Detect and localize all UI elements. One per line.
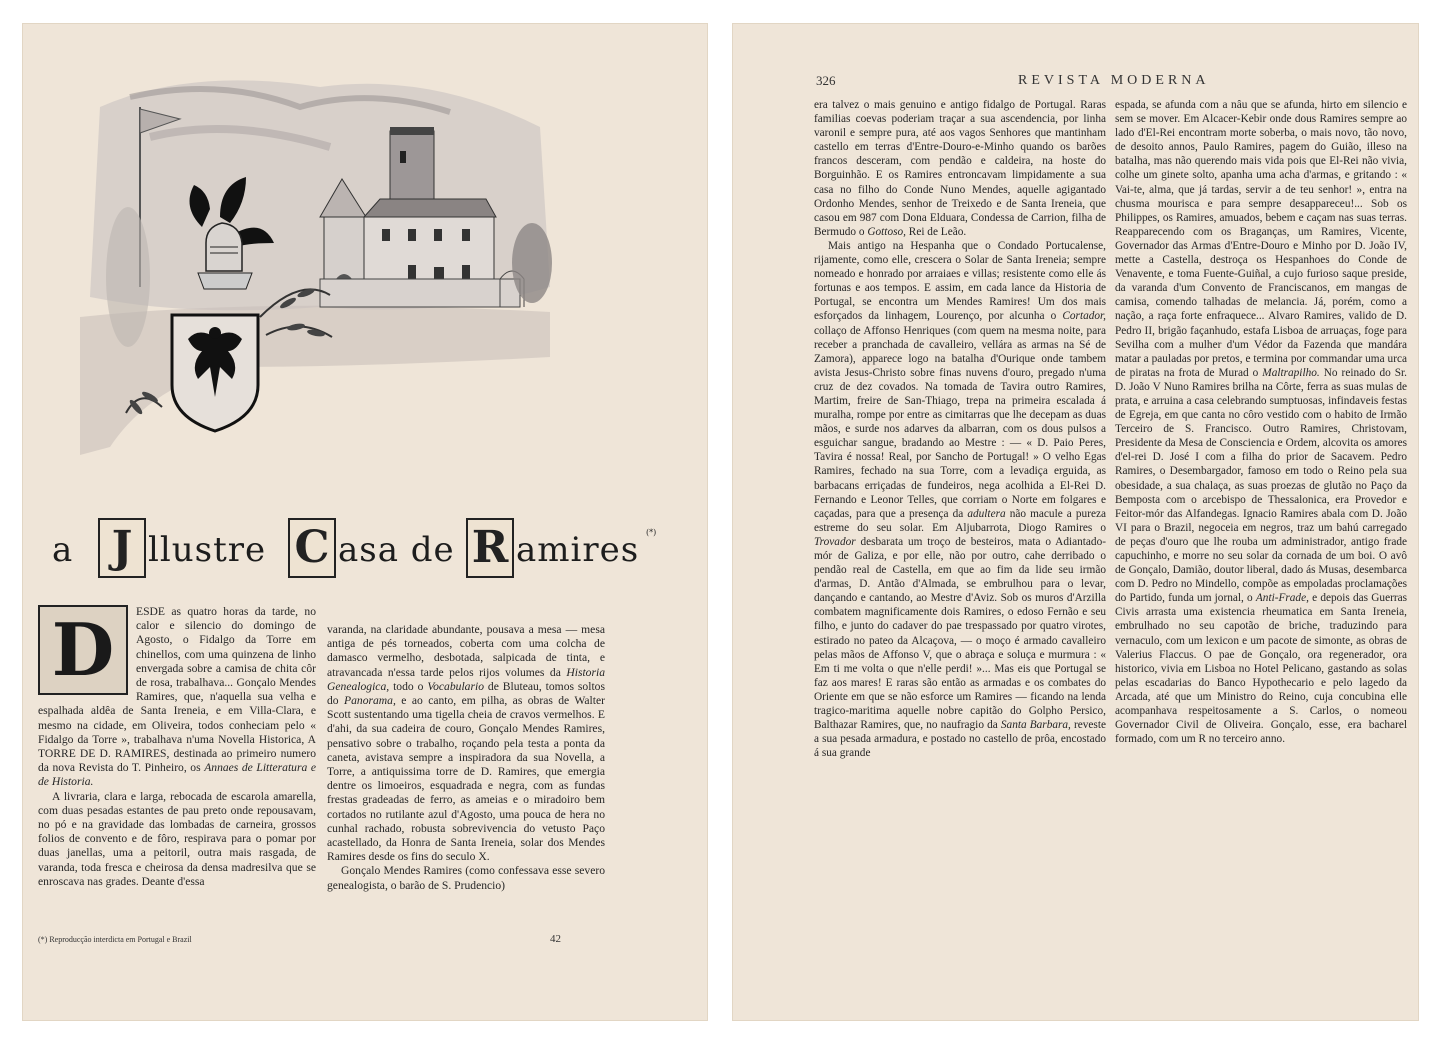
paragraph: ESDE as quatro horas da tarde, no calor e silencio do domingo de Agosto, o Fidalgo da Torre em chinellos, com uma quinzena de linho envergada sobre a camisa de chita côr de rosa, trabalhava... Gonçalo Mendes Ramires, que, n'aquella sua velha e espalhada aldêa de Santa Ireneia, e em Villa-Clara, e mesmo na cidade, em Oliveira, todos conheciam pelo « Fidalgo da Torre », trabalhava n'uma Novella Historica, A TORRE DE D. RAMIRES, destinada ao primeiro numero da nova Revista do T. Pinheiro, os Annaes de Litteratura e de Historia. — [38, 605, 316, 789]
left-column-1 — [38, 605, 316, 889]
title-word-1: llustre — [148, 530, 267, 570]
title-cap-1: J — [98, 518, 146, 578]
drop-cap: D — [38, 605, 128, 695]
footnote: (*) Reproducção interdicta em Portugal e Brazil — [38, 935, 192, 944]
title-word-3: amires — [516, 530, 640, 570]
title-article: a — [52, 530, 74, 570]
page-number: 326 — [816, 73, 836, 88]
article-title — [52, 508, 672, 588]
right-page — [732, 23, 1419, 1021]
paragraph: A livraria, clara e larga, rebocada de escarola amarella, com duas pesadas estantes de pau preto onde repousavam, no pó e na gravidade das lombadas de carneira, grossos folios de convento e de fôro, respirava para o pomar por duas janellas, uma a peitoril, outra mais rasgada, de varanda, toda fresca e cheirosa da densa madresilva que se enroscava nas grades. Deante d'essa — [38, 789, 316, 888]
left-column-2 — [327, 623, 605, 893]
title-word-2: asa de — [338, 530, 455, 570]
paragraph: Mais antigo na Hespanha que o Condado Portucalense, rijamente, como elle, crescera o Solar de Santa Ireneia; sempre nomeado e honrado por arraiaes e villas; resistente como elle ás fortunas e aos tempos. E assim, em cada lance da Historia de Portugal, se encontra um Mendes Ramires! Um dos mais esforçados da linhagem, Lourenço, por alcunha o Cortador, collaço de Affonso Henriques (com quem na mesma noite, para receber a pranchada de cavalleiro, vellára as armas na Sé de Zamora), apparece logo na batalha d'Ourique onde tambem avista Jesus-Christo sobre finas nuvens d'ouro, pregado n'uma cruz de dez covados. Na tomada de Tavira outro Ramires, Martim, freire de San-Thiago, trepa na primeira escalada á muralha, rompe por entre as cimitarras que lhe decepam as duas mãos, e surde nos adarves da albarran, com os dous pulsos a esguichar sangue, bradando ao Mestre : — « D. Paio Peres, Tavira é nossa! Real, por Sancho de Portugal! » O velho Egas Ramires, fechado na sua Torre, com a levadiça erguida, as barbacans erriçadas de fundeiros, nega acolhida a El-Rei D. Fernando e Leonor Telles, que corriam o Norte em folgares e caçadas, para que a presença da adultera não macule a pureza estreme do seu solar. Em Aljubarrota, Diogo Ramires o Trovador desbarata um troço de besteiros, mata o Adiantado-mór de Galiza, e por elle, não por outro, cahe derribado o pendão real de Castella, em que ao fim da lide seu irmão d'armas, D. Antão d'Almada, se embrulhou para o levar, dançando e cantando, ao Mestre d'Aviz. Sob os muros d'Arzilla combatem magnificamente dois Ramires, o edoso Fernão e seu filho, e junto do cadaver do pae trespassado por quatro virotes, estirado no pateo da Alcaçova, — o moço é armado cavalleiro pelas mãos de Affonso V, que o abraça e soluça e murmura : « Em ti me volta o que n'elle perdi! »... Mas eis que Portugal se faz aos mares! E raras são então as armadas e os combates do Oriente em que se não esforce um Ramires — ficando na lenda tragico-maritima aquelle nobre capitão do Golpho Persico, Balthazar Ramires, que, no naufragio da Santa Barbara, reveste a sua pesada armadura, e postado no castello de prôa, encostado á sua grande — [814, 239, 1107, 760]
right-column-1 — [814, 98, 1106, 760]
paragraph: espada, se afunda com a nâu que se afunda, hirto em silencio e sem se mover. Em Alcacer-Kebir onde dous Ramires sempre ao lado d'El-Rei encontram morte soberba, o mais novo, tão novo, de desoito annos, Paulo Ramires, pagem do Guião, illeso na batalha, mas não querendo mais vida pois que El-Rei não vivia, colhe um ginete solto, apanha uma acha d'armas, e gritando : « Vai-te, alma, que já tardas, servir a de teu senhor! », entra na chusma mourisca e para sempre desappareceu!... Sob os Philippes, os Ramires, amuados, bebem e caçam nas suas terras. Reapparecendo com os Braganças, um Ramires, Vicente, Governador das Armas d'Entre-Douro e Minho por D. João IV, mette a Castella, destroça os Hespanhoes do Conde de Venavente, e toma Fuente-Guiñal, a cujo furioso saque preside, da varanda d'um Convento de Franciscanos, em mangas de camisa, comendo talhadas de melancia. Já, porém, como a nação, a raça forte enfraquece... Alvaro Ramires, valido de D. Pedro II, brigão façanhudo, estafa Lisboa de arruaças, foge para Sevilha com a mulher d'um Védor da Fazenda que mandára matar a pauladas por pretos, e termina por commandar uma urca de piratas na frota de Murad o Maltrapilho. No reinado do Sr. D. João V Nuno Ramires brilha na Côrte, ferra as suas mulas de prata, e arruina a casa celebrando sumptuosas, infindaveis festas de Egreja, em que canta no côro vestido com o habito de Irmão Terceiro de S. Francisco. Outro Ramires, Christovam, Presidente da Mesa de Consciencia e Ordem, alcovita os amores d'el-rei D. José I com a filha do prior de Sacavem. Pedro Ramires, o Desembargador, famoso em todo o Reino pela sua obesidade, a sua chalaça, as suas proezas de glutão no Paço da Bemposta com o arcebispo de Thessalonica, era Provedor e Feitor-mór das Alfandegas. Ignacio Ramires abala com D. João VI para o Brazil, negoceia em negros, traz um bahú carregado de peças d'ouro que lhe rouba um administrador, antigo frade capuchinho, e morre no seu solar da cornada de um boi. O avô de Gonçalo, Damião, doutor liberal, dado ás Musas, desembarca com D. Pedro no Mindello, compõe as empoladas proclamações do Partido, funda um jornal, o Anti-Frade, e depois das Guerras Civis arrasta uma existencia rheumatica em Santa Ireneia, embrulhado no seu capotão de briche, traduzindo para vernaculo, com um lexicon e um pacote de simonte, as obras de Valerius Flaccus. O pae de Gonçalo, ora regenerador, ora historico, vivia em Lisboa no Hotel Pelicano, gastando as solas pelas escadarias do Banco Hypothecario e pelo lagedo da Arcada, até que um Ministro do Reino, cuja concubina elle acompanhava respeitosamente a S. Carlos, o nomeou Governador Civil de Oliveira. Gonçalo, esse, era bacharel formado, com um R no terceiro anno. — [1115, 99, 1408, 746]
paragraph: era talvez o mais genuino e antigo fidalgo de Portugal. Raras familias coevas poderiam traçar a sua ascendencia, por linha varonil e sempre pura, até aos vagos Senhores que mantinham castello em terras d'Entre-Douro-e-Minho quando os barões francos desceram, com pendão e caldeira, na hoste do Borguinhão. E os Ramires entroncavam limpidamente a sua casa no filho do Conde Nuno Mendes, aquelle agigantado Ordonho Mendes, senhor de Treixedo e de Santa Ireneia, que casou em 987 com Dona Elduara, Condessa de Carrion, filha de Bermudo o Gottoso, Rei de Leão. — [814, 99, 1106, 238]
page-number: 42 — [550, 933, 561, 945]
title-cap-3: R — [466, 518, 514, 578]
paragraph: varanda, na claridade abundante, pousava a mesa — mesa antiga de pés torneados, coberta com uma colcha de damasco vermelho, desbotada, salpicada de tinta, e atravancada n'essa tarde pelos rijos volumes da Historia Genealogica, todo o Vocabulario de Bluteau, tomos soltos do Panorama, e ao canto, em pilha, as obras de Walter Scott sustentando uma tigella cheia de cravos vermelhos. E d'ahi, da sua cadeira de couro, Gonçalo Mendes Ramires, pensativo sobre o trabalho, roçando pela testa a ponta da caneta, avistava sempre a inspiradora da sua Novella, a Torre, a antiquissima torre de D. Ramires, que emergia dentre os limoeiros, esquadrada e negra, com as fundas frestas gradeadas de ferro, as ameias e o miradoiro bem cortados no rutilante azul d'Agosto, uma pouca de hera no cunhal rachado, robusta sobrevivencia do vetusto Paço acastellado, da Honra de Santa Ireneia, solar dos Mendes Ramires desde os fins do seculo X. — [327, 623, 606, 864]
running-header: REVISTA MODERNA — [1018, 73, 1210, 88]
title-footnote-mark: (*) — [646, 528, 657, 537]
left-page — [22, 23, 708, 1021]
paragraph: Gonçalo Mendes Ramires (como confessava esse severo genealogista, o barão de S. Prudencio) — [327, 864, 605, 892]
title-cap-2: C — [288, 518, 336, 578]
right-column-2 — [1115, 98, 1407, 746]
manor-illustration — [70, 67, 558, 455]
